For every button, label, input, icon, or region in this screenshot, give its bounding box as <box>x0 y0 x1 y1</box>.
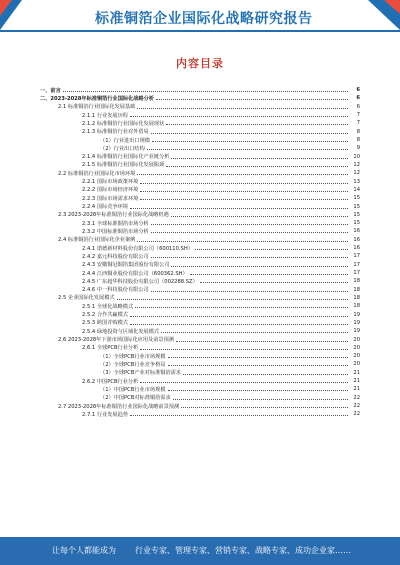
toc-leader-dots <box>171 158 348 159</box>
toc-entry[interactable] <box>40 128 360 136</box>
toc-leader-dots <box>190 274 348 275</box>
toc-leader-dots <box>183 374 348 375</box>
toc-entry[interactable] <box>40 161 360 169</box>
toc-leader-dots <box>63 91 348 92</box>
toc-page-number: 7 <box>356 112 360 119</box>
toc-leader-dots <box>151 291 348 292</box>
toc-leader-dots <box>168 357 349 358</box>
toc-entry-text: 一、前言 <box>40 87 61 94</box>
toc-entry[interactable] <box>40 194 360 202</box>
toc-entry[interactable] <box>40 402 360 410</box>
toc-entry[interactable] <box>40 94 360 102</box>
toc-leader-dots <box>140 349 348 350</box>
toc-leader-dots <box>130 116 348 117</box>
toc-leader-dots <box>171 216 348 217</box>
toc-page-number: 22 <box>353 411 360 418</box>
toc-entry[interactable] <box>40 219 360 227</box>
toc-page-number: 18 <box>353 294 360 301</box>
toc-entry[interactable] <box>40 177 360 185</box>
toc-page-number: 12 <box>353 170 360 177</box>
toc-leader-dots <box>168 390 349 391</box>
toc-page-number: 18 <box>353 286 360 293</box>
report-header <box>0 0 400 32</box>
toc-entry[interactable] <box>40 227 360 235</box>
toc-entry-text: 2.2.2 国际市场经济环境 <box>82 187 139 194</box>
toc-entry-text: 2.4.1 诺德新材料股份有限公司（600110.SH） <box>82 245 193 252</box>
toc-entry[interactable] <box>40 144 360 152</box>
toc-entry-text: （3）全球PCB产业对标准铜箔需求 <box>100 370 182 377</box>
toc-entry-text: 2.5.4 绿地投资与区域化发展模式 <box>82 328 160 335</box>
toc-leader-dots <box>151 224 348 225</box>
toc-page-number: 20 <box>353 336 360 343</box>
toc-page-number: 16 <box>353 228 360 235</box>
toc-entry-text: 2.1.4 标准铜箔行业国际化产业链分析 <box>82 154 170 161</box>
toc-leader-dots <box>200 282 348 283</box>
toc-entry[interactable] <box>40 153 360 161</box>
toc-leader-dots <box>171 266 348 267</box>
toc-page-number: 17 <box>353 253 360 260</box>
toc-entry-text: 2.2.1 国际市场政策环境 <box>82 179 139 186</box>
report-footer <box>0 537 400 565</box>
toc-page-number: 13 <box>353 178 360 185</box>
toc-entry-text: （2）全球PCB行业竞争格局 <box>100 361 166 368</box>
toc-entry-text: 2.5.2 合作共赢模式 <box>82 312 128 319</box>
toc-entry-text: 2.2.4 国际竞争环境 <box>82 204 128 211</box>
table-of-contents <box>40 86 360 419</box>
toc-entry-text: （2）中国PCB对标准铜箔需求 <box>100 395 171 402</box>
toc-entry-text: 2.4.4 江西铜业股份有限公司（600362.SH） <box>82 270 188 277</box>
toc-page-number: 20 <box>353 344 360 351</box>
toc-entry-text: 2.1.3 标准铜箔行业对外贸易 <box>82 129 149 136</box>
toc-page-number: 15 <box>353 220 360 227</box>
toc-leader-dots <box>151 257 348 258</box>
toc-entry[interactable] <box>40 261 360 269</box>
toc-entry[interactable] <box>40 360 360 368</box>
toc-page-number: 17 <box>353 270 360 277</box>
toc-entry-text: 2.6.2 中国PCB行业分析 <box>82 378 139 385</box>
toc-entry[interactable] <box>40 111 360 119</box>
toc-entry[interactable] <box>40 252 360 260</box>
toc-entry[interactable] <box>40 269 360 277</box>
toc-page-number: 14 <box>353 186 360 193</box>
toc-entry-text: 2.1.5 标准铜箔行业国际化发展瓶颈 <box>82 162 165 169</box>
toc-entry-text: 2.2.3 国际市场需求环境 <box>82 195 139 202</box>
toc-entry[interactable] <box>40 319 360 327</box>
toc-entry[interactable] <box>40 352 360 360</box>
toc-entry[interactable] <box>40 344 360 352</box>
toc-leader-dots <box>195 249 348 250</box>
toc-entry[interactable] <box>40 377 360 385</box>
toc-page-number: 16 <box>353 236 360 243</box>
footer-slogan: 让每个人都能成为 <box>52 546 116 555</box>
toc-entry[interactable] <box>40 119 360 127</box>
toc-page-number: 19 <box>353 328 360 335</box>
toc-leader-dots <box>151 232 348 233</box>
toc-entry[interactable] <box>40 302 360 310</box>
toc-entry-text: 2.3.2 中国标准铜箔市场分析 <box>82 228 149 235</box>
toc-page-number: 8 <box>356 128 360 135</box>
toc-entry[interactable] <box>40 136 360 144</box>
toc-leader-dots <box>181 407 348 408</box>
toc-leader-dots <box>161 332 348 333</box>
toc-page-number: 21 <box>353 386 360 393</box>
toc-page-number: 21 <box>353 369 360 376</box>
toc-page-number: 21 <box>353 378 360 385</box>
toc-leader-dots <box>176 341 348 342</box>
toc-entry[interactable] <box>40 103 360 111</box>
toc-page-number: 12 <box>353 161 360 168</box>
toc-page-number: 20 <box>353 361 360 368</box>
toc-page-number: 19 <box>353 311 360 318</box>
toc-entry[interactable] <box>40 236 360 244</box>
toc-entry[interactable] <box>40 369 360 377</box>
toc-entry[interactable] <box>40 327 360 335</box>
toc-entry-text: 2.5 企业国际化发展模式 <box>58 295 115 302</box>
footer-tagline: 行业专家、管理专家、营销专家、战略专家、成功企业家…… <box>135 546 351 555</box>
toc-leader-dots <box>168 365 349 366</box>
toc-entry-text: 2.4.3 安徽铜冠铜箔集团股份有限公司 <box>82 262 170 269</box>
toc-entry-text: 2.2 标准铜箔行业国际化市场环境 <box>58 170 136 177</box>
toc-page-number: 22 <box>353 403 360 410</box>
toc-page-number: 18 <box>353 303 360 310</box>
toc-page-number: 6 <box>356 87 360 94</box>
toc-entry-text: 2.7 2023-2028年标准铜箔行业国际化战略前景预测 <box>58 403 180 410</box>
toc-entry-text: 2.7.1 行业发展趋势 <box>82 411 128 418</box>
toc-entry-text: 2.5.1 全球化战略模式 <box>82 303 134 310</box>
toc-leader-dots <box>117 299 348 300</box>
toc-entry-text: （1）行业进出口规模 <box>100 137 150 144</box>
toc-page-number: 8 <box>356 137 360 144</box>
toc-leader-dots <box>137 241 348 242</box>
toc-entry-text: 2.5.3 跨国并购模式 <box>82 320 128 327</box>
report-title: 标准铜箔企业国际化战略研究报告 <box>95 11 313 27</box>
toc-leader-dots <box>140 382 348 383</box>
toc-page-number: 22 <box>353 394 360 401</box>
toc-entry-text: 二、2023-2028年标准铜箔行业国际化战略分析 <box>40 95 155 102</box>
toc-entry-text: 2.1.1 行业发展历程 <box>82 112 128 119</box>
toc-page-number: 15 <box>353 203 360 210</box>
toc-page-number: 10 <box>353 153 360 160</box>
header-divider <box>0 30 400 32</box>
toc-entry[interactable] <box>40 186 360 194</box>
toc-page-number: 20 <box>353 353 360 360</box>
toc-entry[interactable] <box>40 244 360 252</box>
toc-entry[interactable] <box>40 335 360 343</box>
toc-entry-text: （1）全球PCB行业市场规模 <box>100 353 166 360</box>
toc-leader-dots <box>152 141 348 142</box>
toc-leader-dots <box>173 399 348 400</box>
toc-leader-dots <box>130 324 348 325</box>
toc-page-number: 18 <box>353 278 360 285</box>
toc-page-number: 19 <box>353 319 360 326</box>
toc-page-number: 15 <box>353 211 360 218</box>
toc-entry-text: 2.4 标准铜箔行业国际化企业案例 <box>58 237 136 244</box>
toc-entry-text: 2.3 2023-2028年标准铜箔行业国际化战略机遇 <box>58 212 169 219</box>
toc-page-number: 6 <box>356 95 360 102</box>
toc-page-number: 9 <box>356 145 360 152</box>
toc-page-number: 6 <box>356 103 360 110</box>
toc-entry[interactable] <box>40 394 360 402</box>
toc-entry[interactable] <box>40 310 360 318</box>
toc-entry-text: 2.6 2023-2028年下游市场国际化应用及前景预测 <box>58 337 174 344</box>
toc-heading: 内容目录 <box>176 57 224 70</box>
toc-entry-text: 2.3.1 全球标准铜箔市场分析 <box>82 220 149 227</box>
toc-entry[interactable] <box>40 202 360 210</box>
toc-leader-dots <box>140 183 348 184</box>
header-logo-icon <box>360 0 400 32</box>
toc-entry-text: 2.4.5 广东超华科技股份有限公司（002288.SZ） <box>82 278 198 285</box>
toc-entry-text: 2.1 标准铜箔行业国际化发展基础 <box>58 104 136 111</box>
toc-leader-dots <box>140 199 348 200</box>
header-accent-icon <box>0 0 22 32</box>
toc-entry-text: 2.1.2 标准铜箔行业国际化发展现状 <box>82 120 165 127</box>
toc-page-number: 15 <box>353 195 360 202</box>
toc-entry[interactable] <box>40 169 360 177</box>
toc-leader-dots <box>137 108 348 109</box>
toc-entry-text: 2.4.6 中一科技股份有限公司 <box>82 287 149 294</box>
toc-page-number: 16 <box>353 245 360 252</box>
toc-leader-dots <box>166 166 348 167</box>
toc-leader-dots <box>130 316 348 317</box>
toc-entry[interactable] <box>40 277 360 285</box>
toc-entry[interactable] <box>40 410 360 418</box>
toc-leader-dots <box>166 124 348 125</box>
toc-leader-dots <box>151 133 348 134</box>
toc-leader-dots <box>147 149 348 150</box>
toc-entry-text: 2.4.2 嘉元科技股份有限公司 <box>82 253 149 260</box>
toc-entry[interactable] <box>40 385 360 393</box>
toc-entry[interactable] <box>40 286 360 294</box>
toc-leader-dots <box>130 415 348 416</box>
toc-entry-text: 2.6.1 全球PCB行业分析 <box>82 345 139 352</box>
toc-entry[interactable] <box>40 294 360 302</box>
toc-leader-dots <box>130 208 348 209</box>
toc-entry[interactable] <box>40 86 360 94</box>
toc-entry-text: （1）中国PCB行业市场规模 <box>100 386 166 393</box>
toc-leader-dots <box>156 99 348 100</box>
toc-entry-text: （2）行业出口结构 <box>100 145 145 152</box>
toc-page-number: 17 <box>353 261 360 268</box>
toc-entry[interactable] <box>40 211 360 219</box>
toc-page-number: 7 <box>356 120 360 127</box>
toc-leader-dots <box>135 307 348 308</box>
toc-leader-dots <box>140 191 348 192</box>
toc-leader-dots <box>137 174 348 175</box>
